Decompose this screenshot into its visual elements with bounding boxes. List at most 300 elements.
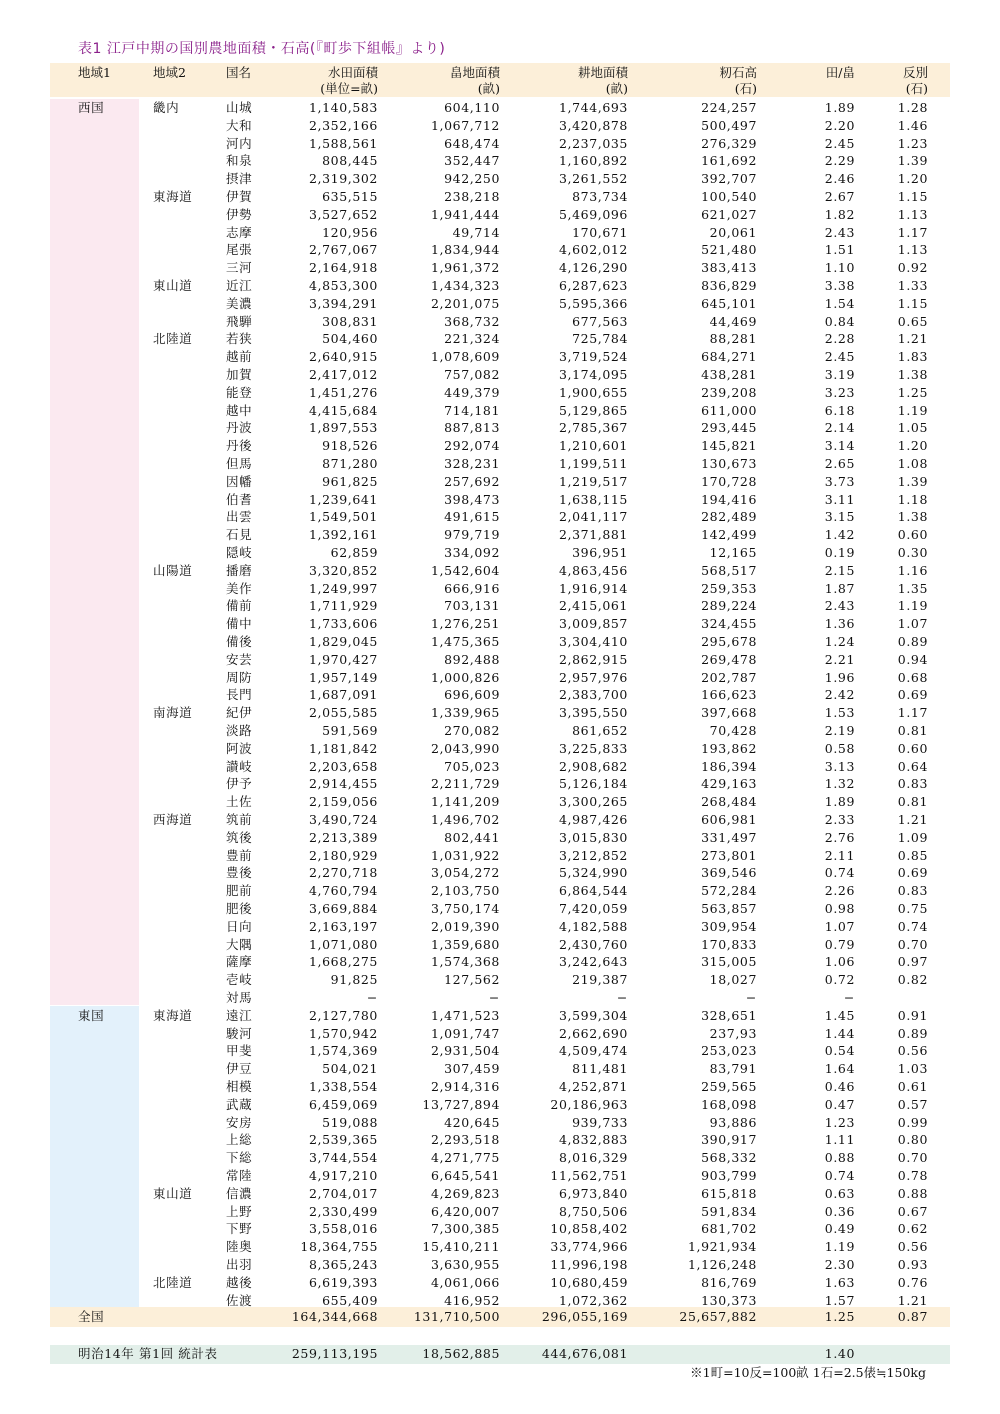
row-province: 豊前 xyxy=(226,847,253,863)
row-region2: 北陸道 xyxy=(153,331,193,347)
row-paddy: 635,515 xyxy=(322,189,378,204)
row-ratio: 2.76 xyxy=(824,829,855,845)
row-cultivated: 20,186,963 xyxy=(550,1096,628,1112)
row-koku: 1,126,248 xyxy=(687,1257,757,1272)
row-koku: 836,829 xyxy=(701,278,757,293)
row-per-tan: 0.65 xyxy=(897,313,928,329)
row-ratio: 3.19 xyxy=(824,367,855,382)
row-per-tan: 0.60 xyxy=(897,740,928,756)
row-field: 449,379 xyxy=(444,384,500,400)
row-koku: 621,027 xyxy=(701,206,757,222)
row-ratio: 1.24 xyxy=(824,634,855,649)
row-koku: 202,787 xyxy=(701,669,757,685)
row-per-tan: 1.39 xyxy=(897,153,928,169)
row-region2: 東海道 xyxy=(153,1007,193,1023)
row-per-tan: 1.19 xyxy=(897,598,928,614)
row-province: 備中 xyxy=(226,616,253,632)
row-koku: 168,098 xyxy=(701,1096,757,1112)
row-per-tan: 0.64 xyxy=(897,758,928,774)
row-cultivated: 1,160,892 xyxy=(558,153,628,169)
row-province: 筑後 xyxy=(226,829,253,845)
row-koku: 145,821 xyxy=(701,438,757,454)
row-ratio: 3.38 xyxy=(824,278,855,293)
row-cultivated: 3,304,410 xyxy=(558,634,628,649)
row-per-tan: 1.05 xyxy=(897,420,928,436)
row-field: 1,067,712 xyxy=(430,117,500,133)
row-ratio: 2.26 xyxy=(824,883,855,899)
row-paddy: 1,687,091 xyxy=(308,687,378,703)
row-per-tan: 1.13 xyxy=(897,206,928,222)
row-koku: 331,497 xyxy=(701,829,757,845)
row-per-tan: 0.67 xyxy=(897,1203,928,1219)
row-koku: 20,061 xyxy=(709,224,757,240)
row-cultivated: 1,219,517 xyxy=(558,473,628,489)
row-cultivated: 1,072,362 xyxy=(558,1292,628,1308)
row-cultivated: 4,252,871 xyxy=(558,1079,628,1094)
row-koku: 684,271 xyxy=(701,349,757,365)
row-koku: 83,791 xyxy=(709,1061,757,1077)
row-paddy: 2,055,585 xyxy=(308,705,378,721)
row-ratio: 6.18 xyxy=(824,402,855,418)
row-ratio: 3.23 xyxy=(824,384,855,400)
row-paddy: 519,088 xyxy=(322,1114,378,1130)
row-cultivated: 4,182,588 xyxy=(558,918,628,934)
row-paddy: 2,417,012 xyxy=(308,367,378,382)
row-cultivated: 3,009,857 xyxy=(558,616,628,632)
row-per-tan: 0.99 xyxy=(897,1114,928,1130)
row-per-tan: 1.33 xyxy=(897,278,928,293)
row-koku: 130,673 xyxy=(701,456,757,471)
row-field: 2,103,750 xyxy=(430,883,500,899)
row-paddy: 308,831 xyxy=(322,313,378,329)
row-field: − xyxy=(488,990,500,1005)
row-province: 大和 xyxy=(226,117,253,133)
row-ratio: 0.47 xyxy=(824,1096,855,1112)
row-cultivated: 3,719,524 xyxy=(558,349,628,365)
row-field: 942,250 xyxy=(444,171,500,187)
row-koku: 269,478 xyxy=(701,651,757,667)
row-province: 近江 xyxy=(226,278,253,293)
row-koku: 429,163 xyxy=(701,776,757,792)
row-cultivated: 677,563 xyxy=(572,313,628,329)
row-per-tan: 1.38 xyxy=(897,367,928,382)
row-cultivated: 11,562,751 xyxy=(550,1168,628,1183)
row-paddy: 871,280 xyxy=(322,456,378,471)
west-region-band xyxy=(50,99,139,1005)
row-field: 368,732 xyxy=(444,313,500,329)
row-paddy: 1,829,045 xyxy=(308,634,378,649)
row-per-tan: 1.17 xyxy=(897,705,928,721)
row-ratio: 1.11 xyxy=(824,1132,855,1148)
row-koku: 324,455 xyxy=(701,616,757,632)
header-per-tan-unit: (石) xyxy=(905,81,928,96)
row-field: 15,410,211 xyxy=(422,1239,500,1255)
row-cultivated: 2,383,700 xyxy=(558,687,628,703)
header-paddy-unit: (単位=畝) xyxy=(320,81,378,96)
row-cultivated: 6,287,623 xyxy=(558,278,628,293)
row-ratio: 1.07 xyxy=(824,918,855,934)
row-paddy: 1,970,427 xyxy=(308,651,378,667)
row-field: 1,834,944 xyxy=(430,242,500,258)
total-cultivated: 296,055,169 xyxy=(541,1309,628,1324)
row-koku: 568,517 xyxy=(701,562,757,578)
meiji-cultivated: 444,676,081 xyxy=(541,1346,628,1361)
row-paddy: 1,957,149 xyxy=(308,669,378,685)
row-province: 豊後 xyxy=(226,865,253,881)
row-paddy: 2,767,067 xyxy=(308,242,378,258)
row-paddy: 808,445 xyxy=(322,153,378,169)
row-field: 2,201,075 xyxy=(430,295,500,311)
meiji-field: 18,562,885 xyxy=(422,1346,500,1361)
row-field: 3,054,272 xyxy=(430,865,500,881)
row-paddy: 4,917,210 xyxy=(308,1168,378,1183)
row-field: 307,459 xyxy=(444,1061,500,1077)
row-ratio: 1.54 xyxy=(824,295,855,311)
row-ratio: 2.11 xyxy=(824,847,855,863)
row-cultivated: 10,858,402 xyxy=(550,1221,628,1237)
row-province: 河内 xyxy=(226,135,253,151)
row-ratio: 0.54 xyxy=(824,1043,855,1059)
row-ratio: 2.43 xyxy=(824,224,855,240)
row-region2: 東山道 xyxy=(153,1185,193,1201)
row-koku: 161,692 xyxy=(701,153,757,169)
row-cultivated: 725,784 xyxy=(572,331,628,347)
row-paddy: 1,570,942 xyxy=(308,1025,378,1041)
row-koku: 259,353 xyxy=(701,580,757,596)
row-per-tan: 1.15 xyxy=(897,189,928,204)
row-paddy: 8,365,243 xyxy=(308,1257,378,1272)
row-cultivated: 2,430,760 xyxy=(558,936,628,952)
row-cultivated: 2,041,117 xyxy=(558,509,628,525)
row-cultivated: 811,481 xyxy=(572,1061,628,1077)
row-paddy: 2,164,918 xyxy=(308,260,378,276)
row-paddy: 2,539,365 xyxy=(308,1132,378,1148)
row-koku: 816,769 xyxy=(701,1274,757,1290)
row-ratio: 1.06 xyxy=(824,954,855,970)
row-cultivated: 939,733 xyxy=(572,1114,628,1130)
row-paddy: 961,825 xyxy=(322,473,378,489)
row-ratio: 2.45 xyxy=(824,135,855,151)
row-ratio: 2.21 xyxy=(824,651,855,667)
row-koku: 12,165 xyxy=(709,545,757,560)
row-field: 714,181 xyxy=(444,402,500,418)
row-koku: 130,373 xyxy=(701,1292,757,1308)
row-per-tan: 0.82 xyxy=(897,972,928,988)
row-field: 2,043,990 xyxy=(430,740,500,756)
row-per-tan: 0.92 xyxy=(897,260,928,276)
row-field: 1,496,702 xyxy=(430,812,500,827)
row-ratio: 2.42 xyxy=(824,687,855,703)
row-paddy: 1,897,553 xyxy=(308,420,378,436)
row-paddy: 1,181,842 xyxy=(308,740,378,756)
row-field: 1,574,368 xyxy=(430,954,500,970)
row-field: 604,110 xyxy=(444,100,500,115)
row-ratio: 1.23 xyxy=(824,1114,855,1130)
row-field: 4,061,066 xyxy=(430,1274,500,1290)
row-province: 美濃 xyxy=(226,295,253,311)
row-paddy: 1,338,554 xyxy=(308,1079,378,1094)
row-per-tan: 0.30 xyxy=(897,545,928,560)
row-province: 出雲 xyxy=(226,509,253,525)
row-per-tan: 0.78 xyxy=(897,1168,928,1183)
row-ratio: 1.82 xyxy=(824,206,855,222)
row-ratio: 1.45 xyxy=(824,1007,855,1023)
row-ratio: 1.42 xyxy=(824,527,855,543)
row-cultivated: 1,210,601 xyxy=(558,438,628,454)
row-field: 1,141,209 xyxy=(430,794,500,810)
row-cultivated: 5,129,865 xyxy=(558,402,628,418)
row-province: 壱岐 xyxy=(226,972,253,988)
row-field: 696,609 xyxy=(444,687,500,703)
row-koku: 615,818 xyxy=(701,1185,757,1201)
row-ratio: 1.51 xyxy=(824,242,855,258)
row-field: 666,916 xyxy=(444,580,500,596)
row-paddy: 1,549,501 xyxy=(308,509,378,525)
row-ratio: 2.20 xyxy=(824,117,855,133)
row-field: 3,750,174 xyxy=(430,901,500,916)
row-paddy: 2,127,780 xyxy=(308,1007,378,1023)
row-region2: 東山道 xyxy=(153,278,193,293)
table-title: 表1 江戸中期の国別農地面積・石高(『町歩下組帳』より) xyxy=(78,41,446,57)
row-field: 127,562 xyxy=(444,972,500,988)
row-per-tan: 1.16 xyxy=(897,562,928,578)
row-ratio: 3.11 xyxy=(824,491,855,507)
row-cultivated: 11,996,198 xyxy=(550,1257,628,1272)
row-koku: 142,499 xyxy=(701,527,757,543)
row-cultivated: 3,212,852 xyxy=(558,847,628,863)
row-koku: 268,484 xyxy=(701,794,757,810)
row-paddy: 655,409 xyxy=(322,1292,378,1308)
row-per-tan: 0.88 xyxy=(897,1185,928,1201)
row-cultivated: 1,199,511 xyxy=(558,456,628,471)
row-per-tan: 0.61 xyxy=(897,1079,928,1094)
row-ratio: 1.87 xyxy=(824,580,855,596)
row-paddy: 504,021 xyxy=(322,1061,378,1077)
row-per-tan: 0.70 xyxy=(897,1150,928,1166)
row-koku: 500,497 xyxy=(701,117,757,133)
row-field: 892,488 xyxy=(444,651,500,667)
row-cultivated: 4,602,012 xyxy=(558,242,628,258)
row-ratio: 3.73 xyxy=(824,473,855,489)
row-ratio: 0.79 xyxy=(824,936,855,952)
row-per-tan: 0.83 xyxy=(897,883,928,899)
header-paddy: 水田面積 xyxy=(327,65,378,80)
row-paddy: 3,527,652 xyxy=(308,206,378,222)
row-cultivated: 8,750,506 xyxy=(558,1203,628,1219)
row-paddy: − xyxy=(366,990,378,1005)
row-koku: 170,833 xyxy=(701,936,757,952)
row-ratio: 1.53 xyxy=(824,705,855,721)
row-region2: 東海道 xyxy=(153,189,193,204)
row-ratio: 1.36 xyxy=(824,616,855,632)
row-ratio: 0.74 xyxy=(824,1168,855,1183)
row-per-tan: 1.03 xyxy=(897,1061,928,1077)
row-field: 221,324 xyxy=(444,331,500,347)
row-koku: 328,651 xyxy=(701,1007,757,1023)
row-cultivated: 2,908,682 xyxy=(558,758,628,774)
row-koku: 645,101 xyxy=(701,295,757,311)
row-field: 1,961,372 xyxy=(430,260,500,276)
row-field: 49,714 xyxy=(452,224,500,240)
row-province: 上総 xyxy=(226,1132,253,1148)
row-province: 備前 xyxy=(226,598,253,614)
row-per-tan: 0.56 xyxy=(897,1043,928,1059)
row-koku: 681,702 xyxy=(701,1221,757,1237)
row-cultivated: 6,864,544 xyxy=(558,883,628,899)
row-cultivated: 7,420,059 xyxy=(558,901,628,916)
row-ratio: 2.30 xyxy=(824,1257,855,1272)
header-koku: 籾石高 xyxy=(719,65,757,80)
header-region1: 地域1 xyxy=(78,65,111,80)
row-field: 4,269,823 xyxy=(430,1185,500,1201)
row-per-tan: 1.83 xyxy=(897,349,928,365)
row-field: 2,931,504 xyxy=(430,1043,500,1059)
row-province: 隠岐 xyxy=(226,545,253,560)
row-per-tan: 1.20 xyxy=(897,171,928,187)
row-cultivated: 2,415,061 xyxy=(558,598,628,614)
row-paddy: 91,825 xyxy=(330,972,378,988)
row-cultivated: 1,744,693 xyxy=(558,100,628,115)
row-cultivated: 3,395,550 xyxy=(558,705,628,721)
row-field: 703,131 xyxy=(444,598,500,614)
row-province: 安芸 xyxy=(226,651,253,667)
row-paddy: 3,320,852 xyxy=(308,562,378,578)
row-koku: 100,540 xyxy=(701,189,757,204)
row-cultivated: 396,951 xyxy=(572,545,628,560)
row-province: 上野 xyxy=(226,1203,253,1219)
row-ratio: 2.67 xyxy=(824,189,855,204)
row-cultivated: 3,174,095 xyxy=(558,367,628,382)
row-province: 石見 xyxy=(226,527,253,543)
row-cultivated: 2,957,976 xyxy=(558,669,628,685)
row-field: 802,441 xyxy=(444,829,500,845)
row-ratio: 0.88 xyxy=(824,1150,855,1166)
row-cultivated: 3,300,265 xyxy=(558,794,628,810)
row-province: 対馬 xyxy=(226,990,253,1005)
row-per-tan: 0.69 xyxy=(897,865,928,881)
row-province: 越中 xyxy=(226,402,253,418)
row-paddy: 120,956 xyxy=(322,224,378,240)
row-field: 257,692 xyxy=(444,473,500,489)
row-province: 日向 xyxy=(226,918,253,934)
row-per-tan: 1.20 xyxy=(897,438,928,454)
row-province: 駿河 xyxy=(226,1025,253,1041)
row-province: 周防 xyxy=(226,669,253,685)
row-ratio: 2.28 xyxy=(824,331,855,347)
row-field: 2,914,316 xyxy=(430,1079,500,1094)
row-field: 1,542,604 xyxy=(430,562,500,578)
row-ratio: 3.13 xyxy=(824,758,855,774)
row-province: 山城 xyxy=(226,100,253,115)
row-field: 1,000,826 xyxy=(430,669,500,685)
row-field: 6,420,007 xyxy=(430,1203,500,1219)
row-province: 丹波 xyxy=(226,420,253,436)
row-province: 淡路 xyxy=(226,723,253,738)
row-ratio: 0.46 xyxy=(824,1079,855,1094)
row-per-tan: 0.89 xyxy=(897,1025,928,1041)
row-field: 270,082 xyxy=(444,723,500,738)
total-paddy: 164,344,668 xyxy=(291,1309,378,1324)
row-paddy: 2,159,056 xyxy=(308,794,378,810)
row-region2: 南海道 xyxy=(153,705,193,721)
row-field: 3,630,955 xyxy=(430,1257,500,1272)
row-paddy: 1,733,606 xyxy=(308,616,378,632)
row-per-tan: 1.21 xyxy=(897,331,928,347)
row-ratio: 1.10 xyxy=(824,260,855,276)
row-koku: 194,416 xyxy=(701,491,757,507)
row-paddy: 2,352,166 xyxy=(308,117,378,133)
row-province: 三河 xyxy=(226,260,253,276)
row-cultivated: 6,973,840 xyxy=(558,1185,628,1201)
meiji-ratio: 1.40 xyxy=(824,1346,855,1361)
total-koku: 25,657,882 xyxy=(679,1309,757,1324)
row-field: 491,615 xyxy=(444,509,500,525)
row-koku: 253,023 xyxy=(701,1043,757,1059)
row-field: 887,813 xyxy=(444,420,500,436)
row-per-tan: 1.21 xyxy=(897,812,928,827)
row-province: 飛騨 xyxy=(226,313,253,329)
row-paddy: 62,859 xyxy=(330,545,378,560)
row-paddy: 1,071,080 xyxy=(308,936,378,952)
row-koku: 563,857 xyxy=(701,901,757,916)
row-field: 1,276,251 xyxy=(430,616,500,632)
row-ratio: 0.49 xyxy=(824,1221,855,1237)
row-province: 越前 xyxy=(226,349,253,365)
row-province: 伊予 xyxy=(226,776,253,792)
row-paddy: 2,270,718 xyxy=(308,865,378,881)
row-koku: 390,917 xyxy=(701,1132,757,1148)
row-cultivated: 3,242,643 xyxy=(558,954,628,970)
row-cultivated: 5,126,184 xyxy=(558,776,628,792)
row-province: 佐渡 xyxy=(226,1292,253,1308)
row-paddy: 2,640,915 xyxy=(308,349,378,365)
row-per-tan: 1.08 xyxy=(897,456,928,471)
total-label: 全国 xyxy=(78,1309,105,1324)
row-per-tan: 1.38 xyxy=(897,509,928,525)
row-cultivated: 1,916,914 xyxy=(558,580,628,596)
row-paddy: 2,163,197 xyxy=(308,918,378,934)
row-province: 備後 xyxy=(226,634,253,649)
row-field: 7,300,385 xyxy=(430,1221,500,1237)
row-province: 紀伊 xyxy=(226,705,253,721)
row-ratio: 0.98 xyxy=(824,901,855,916)
row-province: 下野 xyxy=(226,1221,253,1237)
row-cultivated: 3,225,833 xyxy=(558,740,628,756)
row-cultivated: 170,671 xyxy=(572,224,628,240)
row-province: 阿波 xyxy=(226,740,253,756)
row-province: 肥後 xyxy=(226,901,253,916)
row-cultivated: 3,599,304 xyxy=(558,1007,628,1023)
row-field: 4,271,775 xyxy=(430,1150,500,1166)
row-province: 下総 xyxy=(226,1150,253,1166)
row-cultivated: 33,774,966 xyxy=(550,1239,628,1255)
row-ratio: 3.14 xyxy=(824,438,855,454)
row-ratio: 1.32 xyxy=(824,776,855,792)
row-field: 420,645 xyxy=(444,1114,500,1130)
row-province: 美作 xyxy=(226,580,253,596)
header-region2: 地域2 xyxy=(153,65,186,80)
row-cultivated: 2,371,881 xyxy=(558,527,628,543)
row-koku: 237,93 xyxy=(709,1025,757,1041)
row-province: 出羽 xyxy=(226,1257,253,1272)
row-koku: 369,546 xyxy=(701,865,757,881)
row-ratio: 1.19 xyxy=(824,1239,855,1255)
row-per-tan: 0.94 xyxy=(897,651,928,667)
row-paddy: 2,704,017 xyxy=(308,1185,378,1201)
row-ratio: 2.33 xyxy=(824,812,855,827)
row-paddy: 1,588,561 xyxy=(308,135,378,151)
row-koku: 170,728 xyxy=(701,473,757,489)
